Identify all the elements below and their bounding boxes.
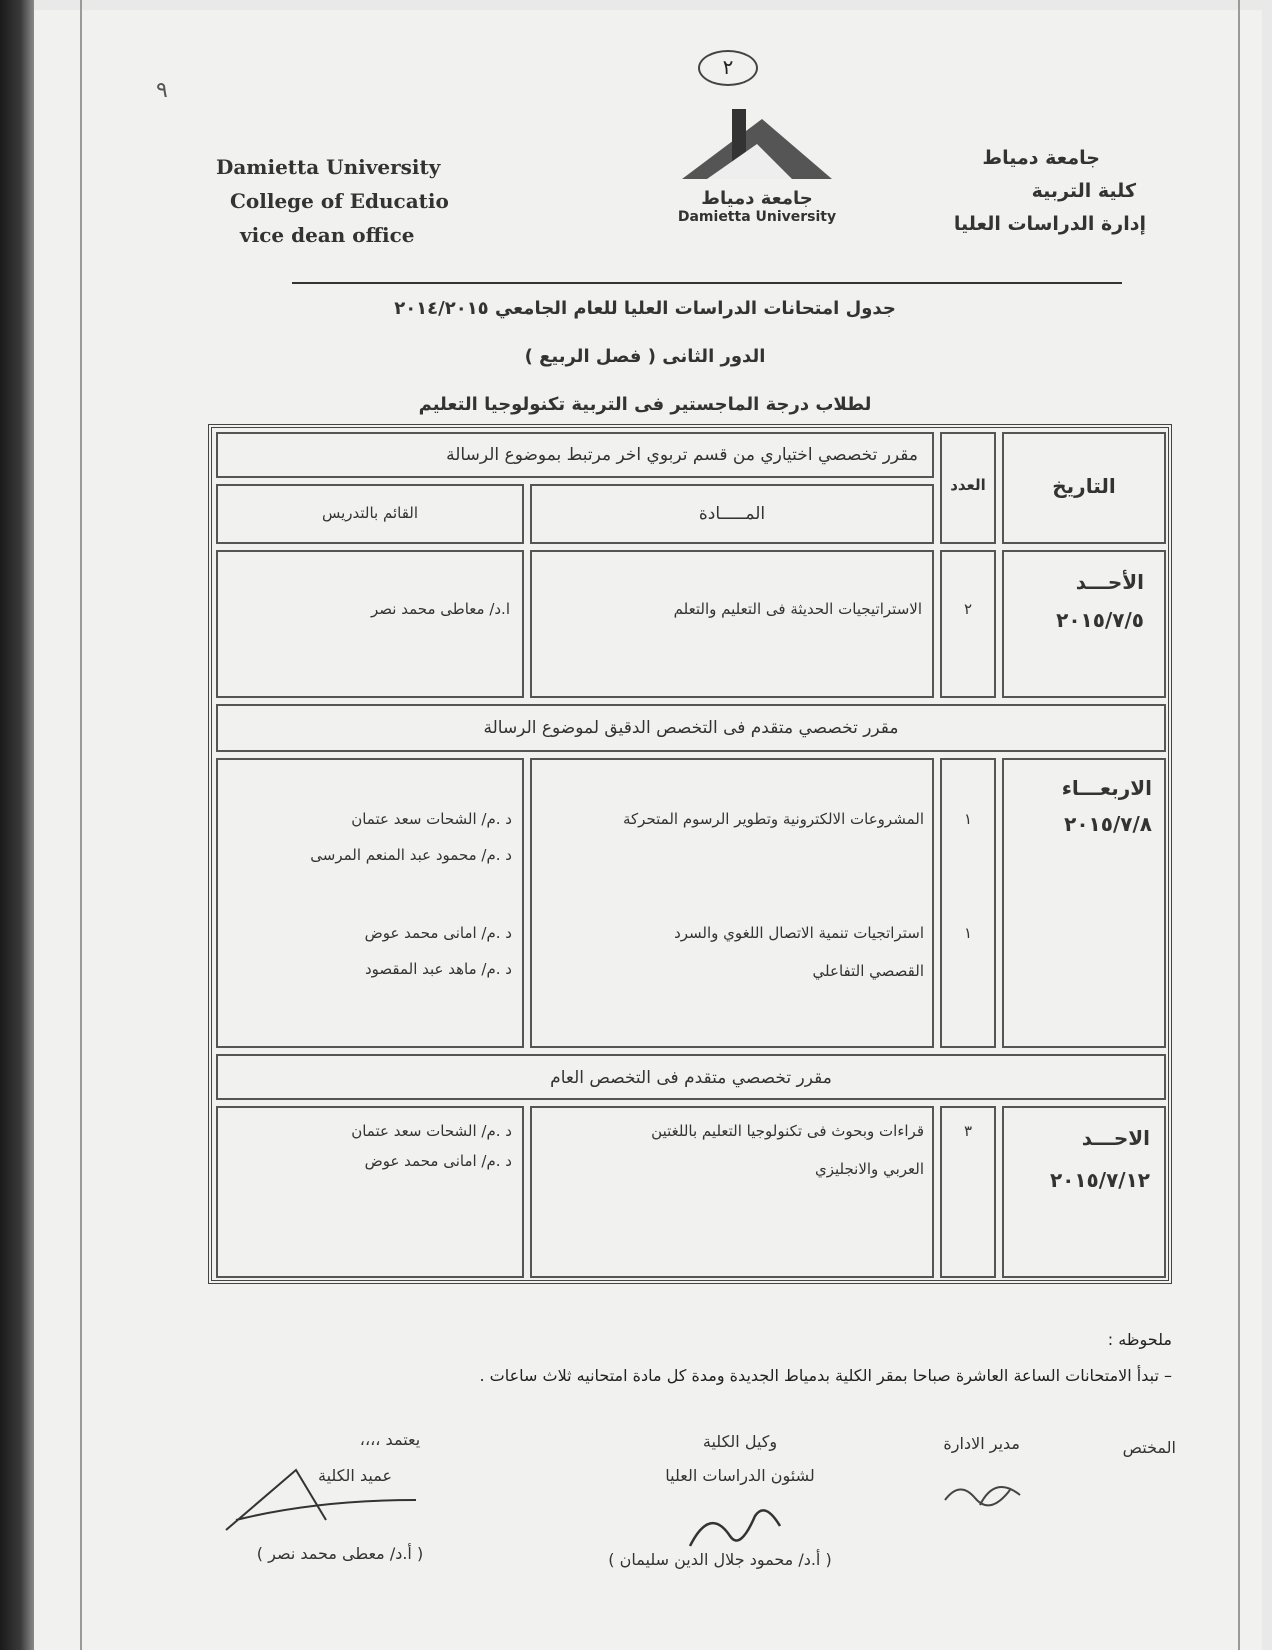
logo-emblem-icon bbox=[672, 104, 842, 184]
col-count-label: العدد bbox=[950, 476, 986, 494]
row1-day: الأحـــد bbox=[1075, 570, 1144, 594]
header-en-line: Damietta University bbox=[216, 155, 441, 179]
row3-teacher-1: د .م/ امانى محمد عوض bbox=[364, 924, 512, 942]
row4-date-cell bbox=[1002, 1106, 1166, 1278]
row2-teacher-1: د .م/ الشحات سعد عتمان bbox=[351, 810, 512, 828]
sig-vice-dean-2: لشئون الدراسات العليا bbox=[665, 1466, 815, 1485]
row3-subject-line1: استراتجيات تنمية الاتصال اللغوي والسرد bbox=[674, 924, 924, 942]
doc-subtitle: الدور الثانى ( فصل الربيع ) bbox=[524, 346, 766, 367]
doc-title: جدول امتحانات الدراسات العليا للعام الجامعي ٢٠١٤/٢٠١٥ bbox=[394, 298, 896, 319]
row1-teacher-cell bbox=[216, 550, 524, 698]
row4-day: الاحـــد bbox=[1081, 1126, 1150, 1150]
row4-teacher-cell bbox=[216, 1106, 524, 1278]
row4-subject-line1: قراءات وبحوث فى تكنولوجيا التعليم باللغتين bbox=[651, 1122, 924, 1140]
row2-date-cell bbox=[1002, 758, 1166, 1048]
row2-teacher-cell bbox=[216, 758, 524, 1048]
col-date-label: التاريخ bbox=[1052, 474, 1116, 498]
header-en-line: College of Educatio bbox=[230, 189, 449, 213]
header-teacher-cell bbox=[216, 484, 524, 544]
scan-binding-edge bbox=[0, 0, 34, 1650]
row4-subject-cell bbox=[530, 1106, 934, 1278]
scan-margin-line bbox=[80, 0, 82, 1650]
col-subject-label: المـــــادة bbox=[698, 504, 766, 524]
sig-dean-name: ( أ.د/ معطى محمد نصر ) bbox=[256, 1544, 424, 1563]
section3-cell bbox=[216, 1054, 1166, 1100]
sig-vice-dean-1: وكيل الكلية bbox=[702, 1432, 778, 1451]
sig-vice-dean-name: ( أ.د/ محمود جلال الدين سليمان ) bbox=[608, 1550, 832, 1569]
section2-label: مقرر تخصصي متقدم فى التخصص الدقيق لموضوع الرسالة bbox=[483, 718, 899, 738]
circle-mark: ٢ bbox=[698, 50, 758, 86]
admin-signature-icon bbox=[940, 1470, 1030, 1510]
header-rule bbox=[292, 282, 1122, 284]
row3-teacher-2: د .م/ ماهد عبد المقصود bbox=[364, 960, 512, 978]
notes-label: ملحوظه : bbox=[1107, 1330, 1172, 1349]
dean-signature-icon bbox=[216, 1460, 436, 1540]
row2-teacher-2: د .م/ محمود عبد المنعم المرسى bbox=[310, 846, 512, 864]
section2-cell bbox=[216, 704, 1166, 752]
logo-english-text: Damietta University bbox=[677, 209, 837, 225]
sig-specialist: المختص bbox=[1122, 1438, 1176, 1457]
row4-subject-line2: العربي والانجليزي bbox=[814, 1160, 924, 1178]
header-english bbox=[216, 150, 449, 252]
row2-subject: المشروعات الالكترونية وتطوير الرسوم المتحركة bbox=[622, 810, 924, 828]
header-arabic bbox=[954, 142, 1146, 241]
row1-count-cell bbox=[940, 550, 996, 698]
header-en-line: vice dean office bbox=[240, 223, 415, 247]
row4-teacher-1: د .م/ الشحات سعد عتمان bbox=[351, 1122, 512, 1140]
row1-date: ٢٠١٥/٧/٥ bbox=[1056, 608, 1144, 632]
row4-count: ٣ bbox=[963, 1122, 973, 1140]
sig-admin-director: مدير الادارة bbox=[943, 1434, 1020, 1453]
row2-count-cell bbox=[940, 758, 996, 1048]
row1-teacher: ا.د/ معاطى محمد نصر bbox=[371, 600, 510, 618]
section3-label: مقرر تخصصي متقدم فى التخصص العام bbox=[550, 1068, 832, 1088]
header-ar-line: جامعة دمياط bbox=[982, 147, 1100, 169]
row2-date: ٢٠١٥/٧/٨ bbox=[1064, 812, 1152, 836]
vice-dean-signature-icon bbox=[680, 1496, 790, 1556]
university-logo bbox=[672, 104, 842, 234]
header-ar-line: إدارة الدراسات العليا bbox=[953, 213, 1146, 235]
row1-date-cell bbox=[1002, 550, 1166, 698]
section1-label: مقرر تخصصي اختياري من قسم تربوي اخر مرتبط بموضوع الرسالة bbox=[446, 445, 918, 465]
sig-approved: يعتمد ،،،، bbox=[359, 1430, 421, 1449]
row4-count-cell bbox=[940, 1106, 996, 1278]
header-date-cell bbox=[1002, 432, 1166, 544]
doc-subtitle-2: لطلاب درجة الماجستير فى التربية تكنولوجيا التعليم bbox=[418, 394, 872, 415]
row1-count: ٢ bbox=[963, 600, 973, 618]
row1-subject-cell bbox=[530, 550, 934, 698]
row2-day: الاربعـــاء bbox=[1061, 776, 1152, 800]
page-mark: ٩ bbox=[156, 78, 168, 103]
header-subject-cell bbox=[530, 484, 934, 544]
exam-schedule-table bbox=[208, 424, 1172, 1284]
row2-count: ١ bbox=[963, 810, 973, 828]
row3-count: ١ bbox=[963, 924, 973, 942]
row2-subject-cell bbox=[530, 758, 934, 1048]
sig-dean: عميد الكلية bbox=[318, 1466, 392, 1485]
header-ar-line: كلية التربية bbox=[1031, 180, 1136, 202]
section1-cell bbox=[216, 432, 934, 478]
scan-margin-line bbox=[1238, 0, 1240, 1650]
row4-teacher-2: د .م/ امانى محمد عوض bbox=[364, 1152, 512, 1170]
logo-arabic-text: جامعة دمياط bbox=[701, 188, 813, 209]
col-teacher-label: القائم بالتدريس bbox=[321, 504, 419, 522]
row1-subject: الاستراتيجيات الحديثة فى التعليم والتعلم bbox=[673, 600, 922, 618]
row3-subject-line2: القصصي التفاعلي bbox=[812, 962, 924, 980]
notes-text: – تبدأ الامتحانات الساعة العاشرة صباحا بمقر الكلية بدمياط الجديدة ومدة كل مادة امتحانيه ثلاث ساعات . bbox=[479, 1366, 1172, 1385]
header-count-cell bbox=[940, 432, 996, 544]
row4-date: ٢٠١٥/٧/١٢ bbox=[1049, 1168, 1150, 1192]
